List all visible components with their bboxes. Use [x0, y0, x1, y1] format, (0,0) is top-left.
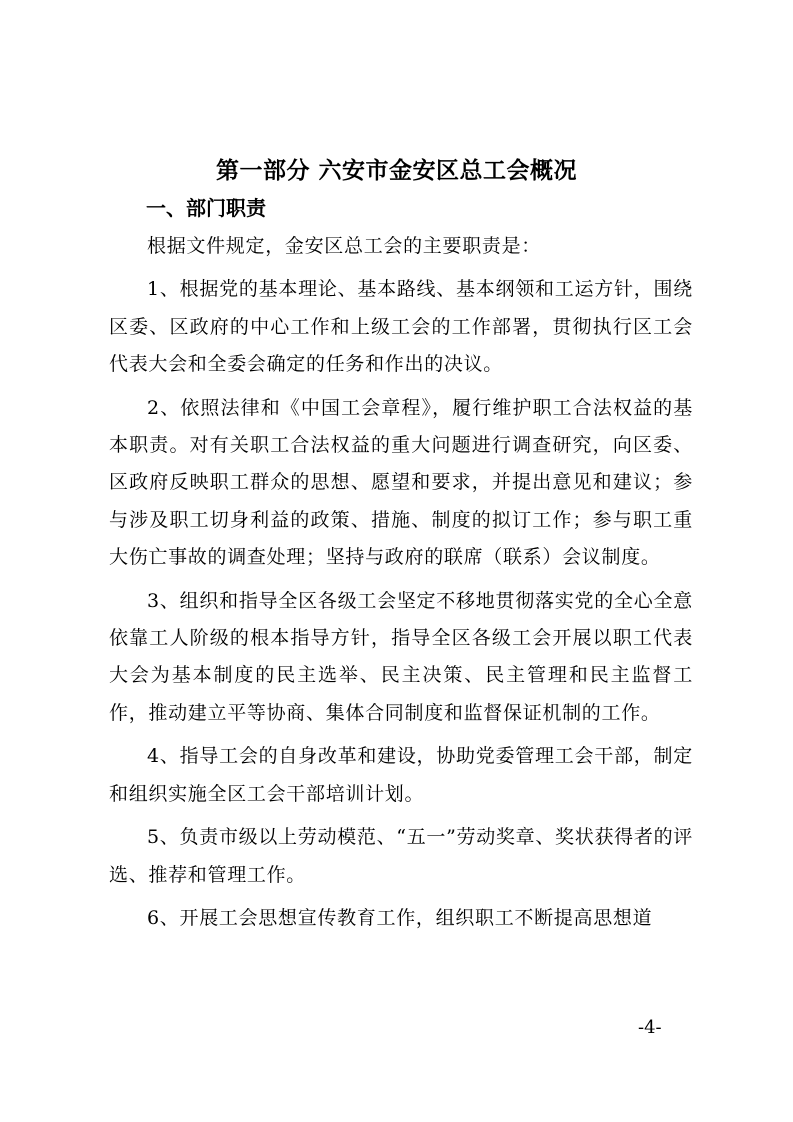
duty-item-2: 2、依照法律和《中国工会章程》，履行维护职工合法权益的基本职责。对有关职工合法权益的重大问题进行调查研究，向区委、区政府反映职工群众的思想、愿望和要求，并提出意见和建议；参与涉及职工切身利益的政策、措施、制度的拟订工作；参与职工重大伤亡事故的调查处理；坚持与政府的联席（联系）会议制度。	[109, 396, 693, 569]
document-body	[109, 228, 693, 943]
section-heading: 一、部门职责	[146, 196, 266, 220]
duty-item-4: 4、指导工会的自身改革和建设，协助党委管理工会干部，制定和组织实施全区工会干部培训计划。	[109, 745, 693, 805]
duty-item-5: 5、负责市级以上劳动模范、“五一”劳动奖章、奖状获得者的评选、推荐和管理工作。	[109, 826, 693, 886]
page-number: -4-	[638, 1017, 662, 1038]
intro-paragraph: 根据文件规定，金安区总工会的主要职责是：	[147, 235, 542, 257]
duty-item-1: 1、根据党的基本理论、基本路线、基本纲领和工运方针，围绕区委、区政府的中心工作和上级工会的工作部署，贯彻执行区工会代表大会和全委会确定的任务和作出的决议。	[109, 278, 693, 376]
page-title: 第一部分 六安市金安区总工会概况	[215, 158, 577, 185]
duty-item-3: 3、组织和指导全区各级工会坚定不移地贯彻落实党的全心全意依靠工人阶级的根本指导方针，指导全区各级工会开展以职工代表大会为基本制度的民主选举、民主决策、民主管理和民主监督工作，推动建立平等协商、集体合同制度和监督保证机制的工作。	[109, 589, 693, 724]
duty-item-6: 6、开展工会思想宣传教育工作，组织职工不断提高思想道	[147, 906, 653, 929]
